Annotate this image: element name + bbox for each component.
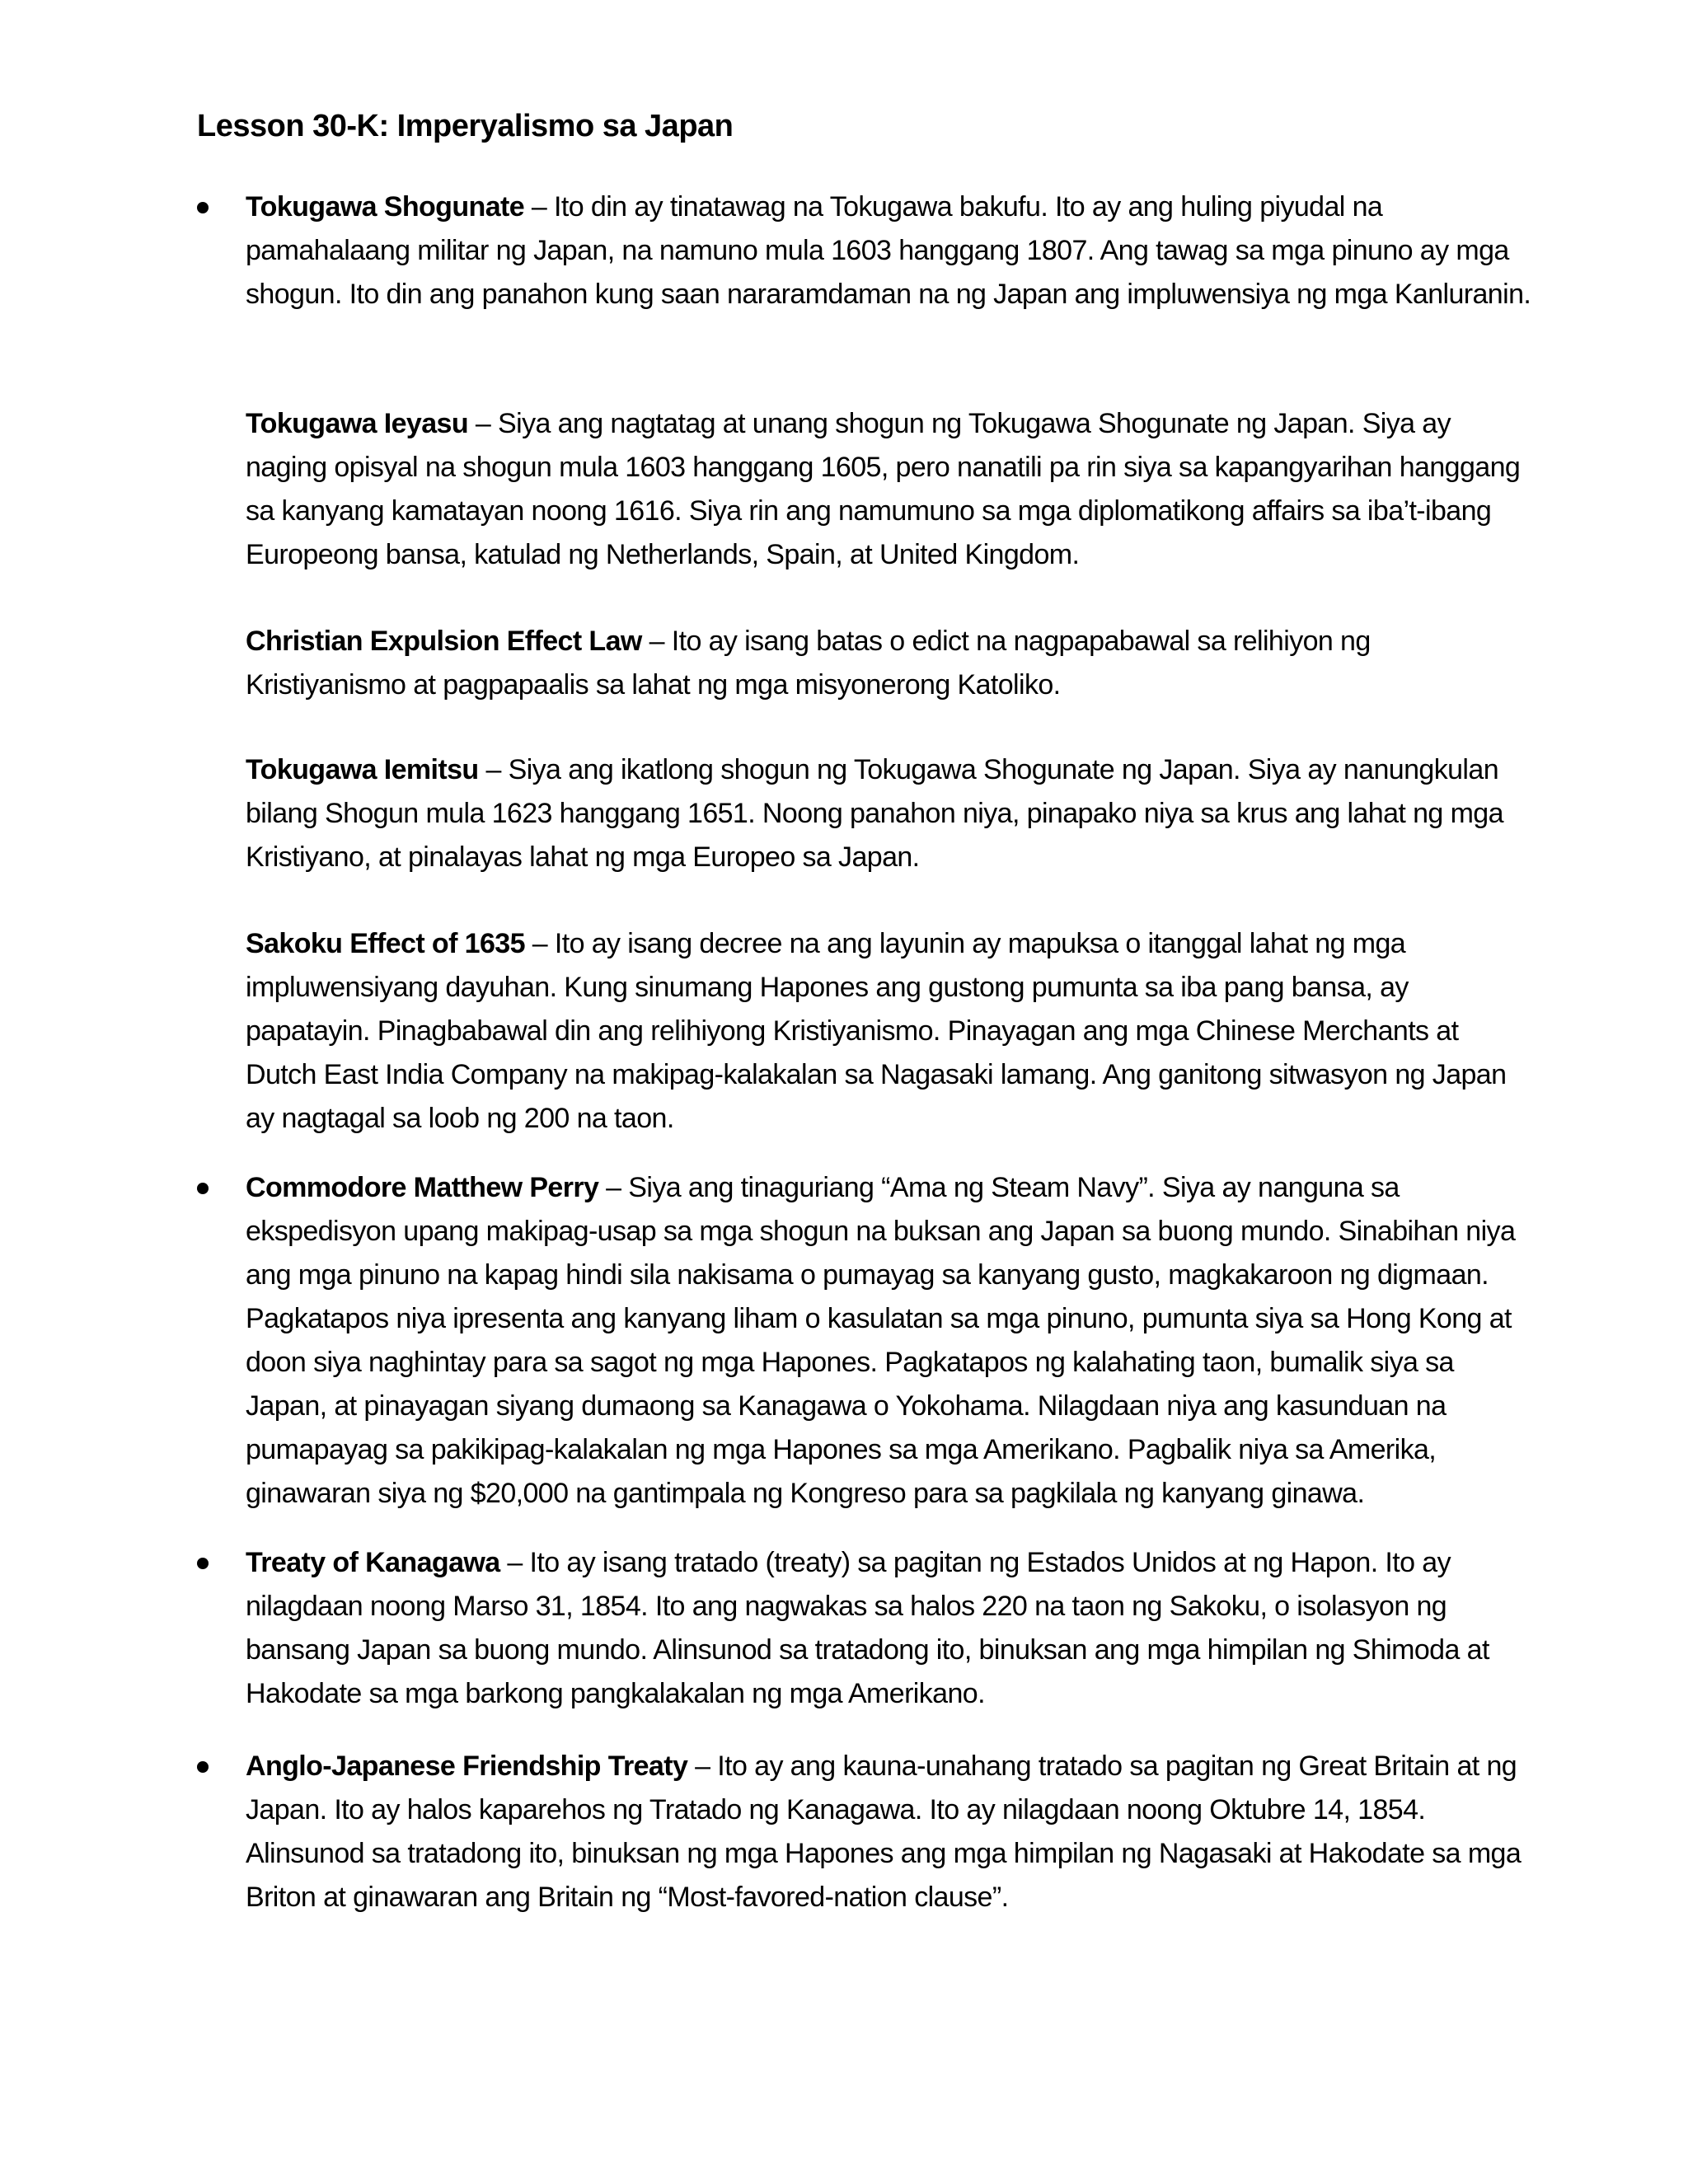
entry-tokugawa-shogunate	[246, 185, 1531, 316]
entry-term: Commodore Matthew Perry	[246, 1172, 599, 1203]
bullet-icon	[197, 1761, 209, 1773]
entry-tokugawa-iemitsu	[246, 748, 1531, 879]
entry-treaty-of-kanagawa	[246, 1541, 1531, 1716]
entry-term: Sakoku Effect of 1635	[246, 928, 525, 959]
entry-text: – Siya ang tinaguriang “Ama ng Steam Navy”. Siya ay nanguna sa ekspedisyon upang makipag-usap sa mga shogun na buksan ang Japan sa buong mundo. Sinabihan niya ang mga pinuno na kapag hindi sila nakisama o pumayag sa kanyang gusto, magkakaroon ng digmaan. Pagkatapos niya ipresenta ang kanyang liham o kasulatan sa mga pinuno, pumunta siya sa Hong Kong at doon siya naghintay para sa sagot ng mga Hapones. Pagkatapos ng kalahating taon, bumalik siya sa Japan, at pinayagan siyang dumaong sa Kanagawa o Yokohama. Nilagdaan niya ang kasunduan na pumapayag sa pakikipag-kalakalan ng mga Hapones sa mga Amerikano. Pagbalik niya sa Amerika, ginawaran siya ng $20,000 na gantimpala ng Kongreso para sa pagkilala ng kanyang ginawa.	[246, 1172, 1516, 1509]
entry-text: – Ito ay ang kauna-unahang tratado sa pagitan ng Great Britain at ng Japan. Ito ay halos kaparehos ng Tratado ng Kanagawa. Ito ay nilagdaan noong Oktubre 14, 1854. Alinsunod sa tratadong ito, binuksan ng mga Hapones ang mga himpilan ng Nagasaki at Hakodate sa mga Briton at ginawaran ang Britain ng “Most-favored-nation clause”.	[246, 1750, 1522, 1913]
page-title: Lesson 30-K: Imperyalismo sa Japan	[197, 109, 734, 143]
bullet-icon	[197, 1183, 209, 1194]
entry-text: – Ito ay isang tratado (treaty) sa pagitan ng Estados Unidos at ng Hapon. Ito ay nilagdaan noong Marso 31, 1854. Ito ang nagwakas sa halos 220 na taon ng Sakoku, o isolasyon ng bansang Japan sa buong mundo. Alinsunod sa tratadong ito, binuksan ang mga himpilan ng Shimoda at Hakodate sa mga barkong pangkalakalan ng mga Amerikano.	[246, 1547, 1489, 1709]
entry-term: Christian Expulsion Effect Law	[246, 626, 642, 657]
bullet-icon	[197, 202, 209, 213]
entry-commodore-matthew-perry	[246, 1166, 1531, 1516]
entry-text: – Siya ang nagtatag at unang shogun ng Tokugawa Shogunate ng Japan. Siya ay naging opisyal na shogun mula 1603 hanggang 1605, pero nanatili pa rin siya sa kapangyarihan hanggang sa kanyang kamatayan noong 1616. Siya rin ang namumuno sa mga diplomatikong affairs sa iba’t-ibang Europeong bansa, katulad ng Netherlands, Spain, at United Kingdom.	[246, 408, 1521, 570]
entry-text: – Ito ay isang batas o edict na nagpapabawal sa relihiyon ng Kristiyanismo at pagpapaalis sa lahat ng mga misyonerong Katoliko.	[246, 626, 1371, 701]
entry-term: Tokugawa Shogunate	[246, 191, 525, 223]
entry-term: Tokugawa Iemitsu	[246, 754, 479, 785]
entry-christian-expulsion-effect-law	[246, 620, 1531, 707]
entry-anglo-japanese-friendship-treaty	[246, 1745, 1531, 1919]
entry-sakoku-effect	[246, 922, 1531, 1141]
entry-tokugawa-ieyasu	[246, 402, 1531, 577]
entry-text: – Siya ang ikatlong shogun ng Tokugawa Shogunate ng Japan. Siya ay nanungkulan bilang Shogun mula 1623 hanggang 1651. Noong panahon niya, pinapako niya sa krus ang lahat ng mga Kristiyano, at pinalayas lahat ng mga Europeo sa Japan.	[246, 754, 1503, 873]
entry-text: – Ito din ay tinatawag na Tokugawa bakufu. Ito ay ang huling piyudal na pamahalaang militar ng Japan, na namuno mula 1603 hanggang 1807. Ang tawag sa mga pinuno ay mga shogun. Ito din ang panahon kung saan nararamdaman na ng Japan ang impluwensiya ng mga Kanluranin.	[246, 191, 1531, 310]
entry-term: Anglo-Japanese Friendship Treaty	[246, 1750, 688, 1782]
entry-term: Tokugawa Ieyasu	[246, 408, 469, 439]
bullet-icon	[197, 1558, 209, 1569]
entry-text: – Ito ay isang decree na ang layunin ay mapuksa o itanggal lahat ng mga impluwensiyang dayuhan. Kung sinumang Hapones ang gustong pumunta sa iba pang bansa, ay papatayin. Pinagbabawal din ang relihiyong Kristiyanismo. Pinayagan ang mga Chinese Merchants at Dutch East India Company na makipag-kalakalan sa Nagasaki lamang. Ang ganitong sitwasyon ng Japan ay nagtagal sa loob ng 200 na taon.	[246, 928, 1507, 1134]
entry-term: Treaty of Kanagawa	[246, 1547, 500, 1578]
